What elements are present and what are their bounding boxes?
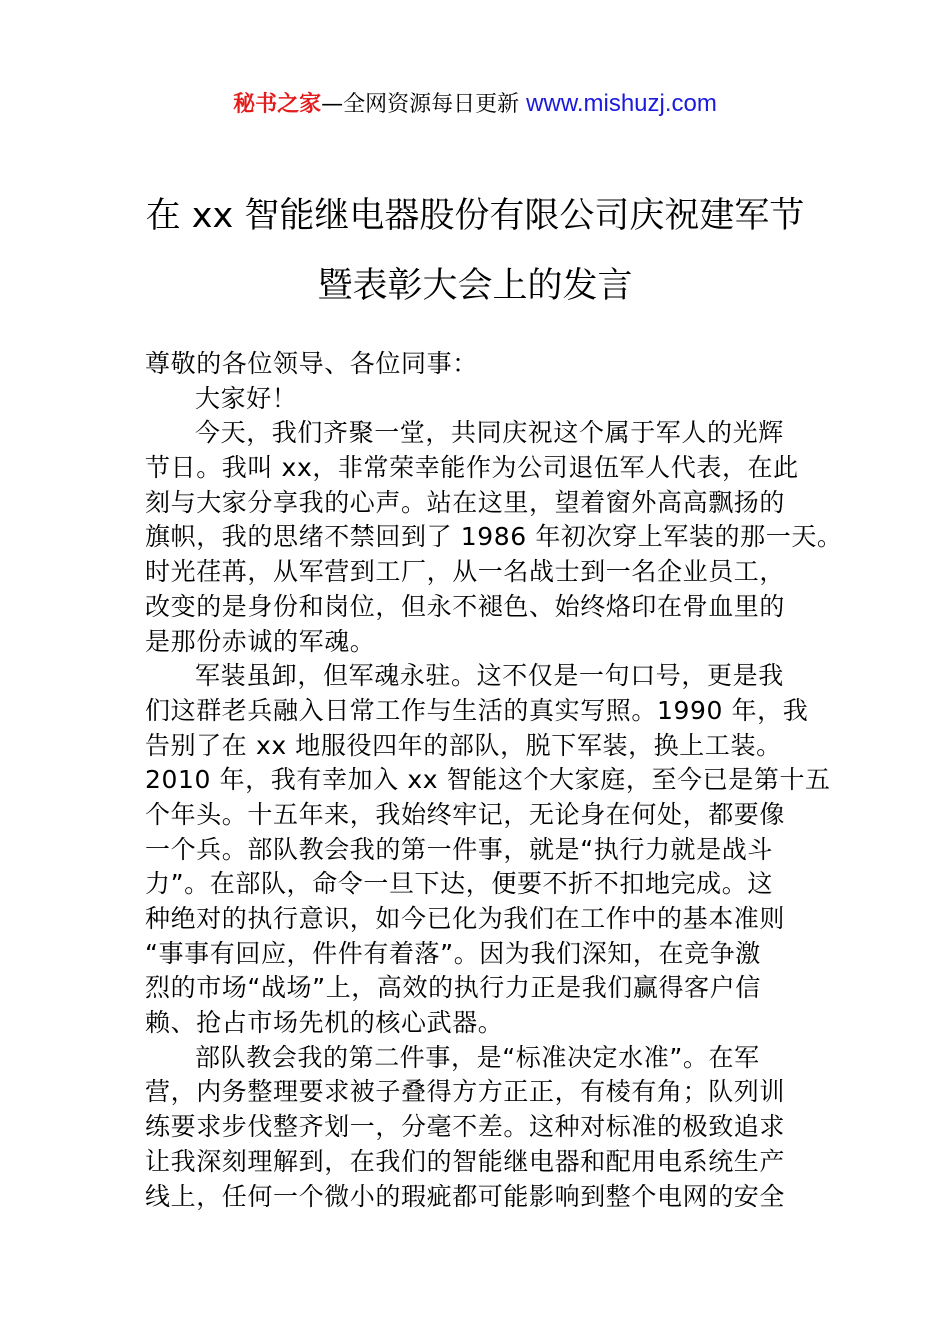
text-line: 刻与大家分享我的心声。站在这里，望着窗外高高飘扬的 <box>145 487 786 517</box>
text-line: 种绝对的执行意识，如今已化为我们在工作中的基本准则 <box>145 904 786 933</box>
text-line: 个年头。十五年来，我始终牢记，无论身在何处，都要像 <box>145 799 786 829</box>
text-line: 营，内务整理要求被子叠得方方正正，有棱有角；队列训 <box>145 1077 786 1107</box>
site-header <box>0 88 950 121</box>
text-line: 节日。我叫 xx，非常荣幸能作为公司退伍军人代表，在此 <box>145 453 799 483</box>
text-line: 烈的市场“战场”上，高效的执行力正是我们赢得客户信 <box>145 973 761 1003</box>
text-line: 2010 年，我有幸加入 xx 智能这个大家庭，至今已是第十五 <box>145 765 831 795</box>
document-title-line-2: 暨表彰大会上的发言 <box>317 266 633 306</box>
text-line: 军装虽卸，但军魂永驻。这不仅是一句口号，更是我 <box>195 661 784 691</box>
text-line: 练要求步伐整齐划一，分毫不差。这种对标准的极致追求 <box>145 1112 786 1142</box>
text-line: 部队教会我的第二件事，是“标准决定水准”。在军 <box>195 1042 760 1072</box>
text-line: 让我深刻理解到，在我们的智能继电器和配用电系统生产 <box>145 1146 786 1176</box>
document-title-line-1: 在 xx 智能继电器股份有限公司庆祝建军节 <box>145 196 805 236</box>
brand-name: 秘书之家 <box>233 92 322 117</box>
text-line: “事事有回应，件件有着落”。因为我们深知，在竞争激 <box>145 938 761 968</box>
header-tagline: —全网资源每日更新 <box>321 92 527 117</box>
text-line: 赖、抢占市场先机的核心武器。 <box>145 1008 504 1038</box>
text-line: 时光荏苒，从军营到工厂，从一名战士到一名企业员工， <box>145 557 786 587</box>
text-line: 旗帜，我的思绪不禁回到了 1986 年初次穿上军装的那一天。 <box>145 522 843 552</box>
text-line: 们这群老兵融入日常工作与生活的真实写照。1990 年，我 <box>145 695 809 725</box>
text-line: 线上，任何一个微小的瑕疵都可能影响到整个电网的安全 <box>145 1181 786 1211</box>
salutation: 尊敬的各位领导、各位同事： <box>145 349 478 378</box>
text-line: 是那份赤诚的军魂。 <box>145 626 376 656</box>
text-line: 告别了在 xx 地服役四年的部队，脱下军装，换上工装。 <box>145 730 782 760</box>
text-line: 改变的是身份和岗位，但永不褪色、始终烙印在骨血里的 <box>145 591 786 621</box>
text-line: 力”。在部队，命令一旦下达，便要不折不扣地完成。这 <box>145 869 773 899</box>
text-line: 一个兵。部队教会我的第一件事，就是“执行力就是战斗 <box>145 834 773 864</box>
site-url-link[interactable]: www.mishuzj.com <box>526 90 717 117</box>
speech-body <box>145 347 843 1214</box>
text-line: 今天，我们齐聚一堂，共同庆祝这个属于军人的光辉 <box>195 418 784 448</box>
text-line: 大家好！ <box>195 383 298 413</box>
